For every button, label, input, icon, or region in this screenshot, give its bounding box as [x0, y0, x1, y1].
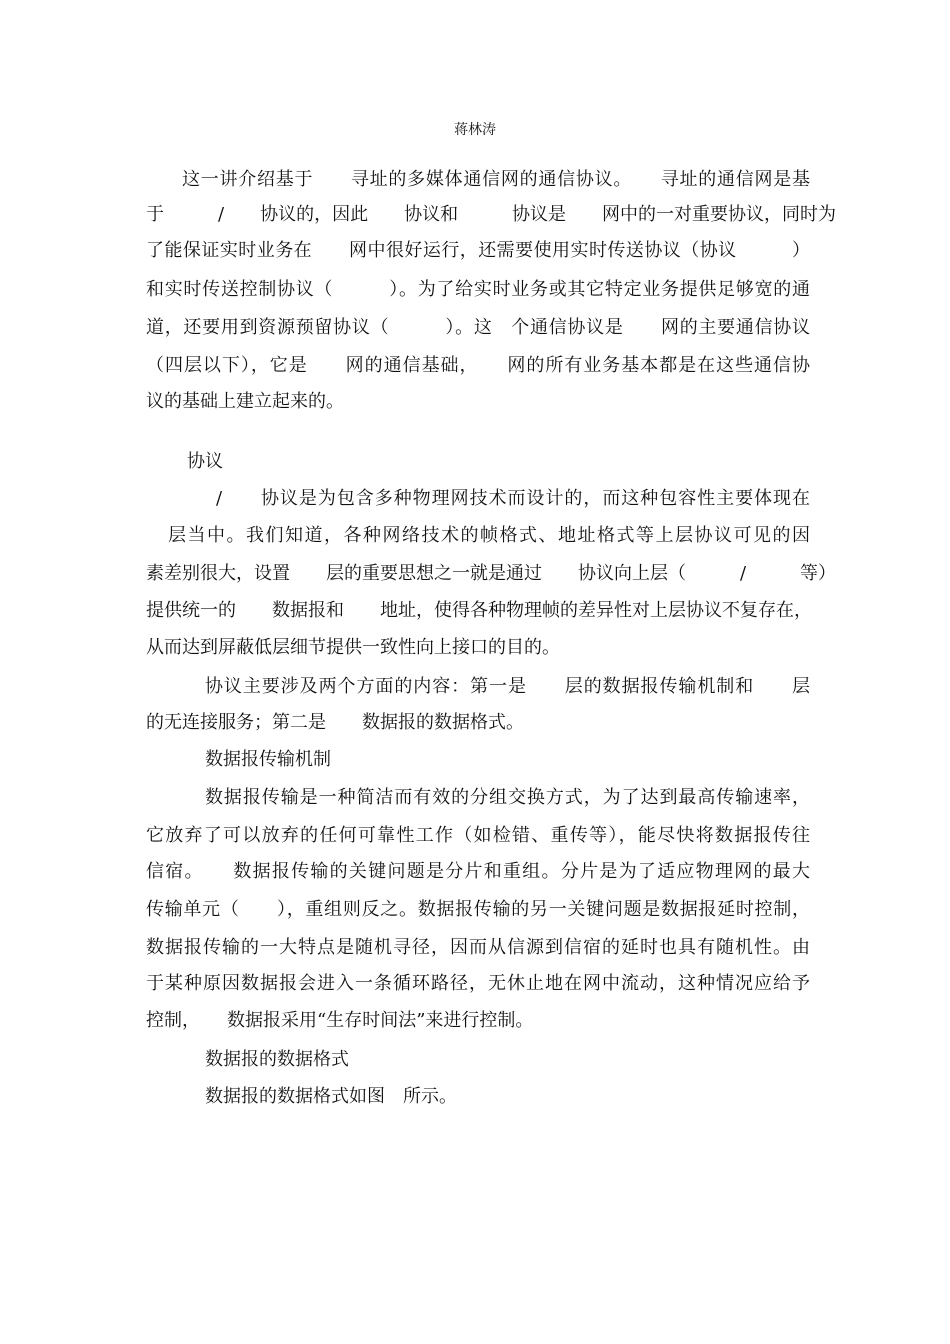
- paragraph-line: 素差别很大，设置 层的重要思想之一就是通过 协议向上层（ / 等）: [146, 563, 837, 584]
- subsection-heading: 数据报的数据格式: [205, 1049, 349, 1070]
- paragraph-line: 数据报传输是一种简洁而有效的分组交换方式，为了达到最高传输速率，: [205, 787, 810, 808]
- paragraph-line: 道，还要用到资源预留协议（ ）。这 个通信协议是 网的主要通信协议: [146, 317, 810, 338]
- paragraph-line: / 协议是为包含多种物理网技术而设计的，而这种包容性主要体现在: [216, 488, 810, 509]
- paragraph-line: 这一讲介绍基于 寻址的多媒体通信网的通信协议。 寻址的通信网是基: [182, 169, 810, 190]
- paragraph-line: 从而达到屏蔽低层细节提供一致性向上接口的目的。: [146, 637, 560, 658]
- subsection-heading: 数据报传输机制: [205, 749, 331, 770]
- paragraph-line: 协议主要涉及两个方面的内容：第一是 层的数据报传输机制和 层: [205, 676, 810, 697]
- author-name: 蒋林涛: [454, 122, 496, 138]
- section-heading: 协议: [187, 451, 223, 472]
- paragraph-line: 和实时传送控制协议（ ）。为了给实时业务或其它特定业务提供足够宽的通: [146, 279, 810, 300]
- paragraph-line: 数据报传输的一大特点是随机寻径，因而从信源到信宿的延时也具有随机性。由: [146, 937, 810, 958]
- paragraph-line: 控制， 数据报采用“生存时间法”来进行控制。: [146, 1010, 534, 1031]
- paragraph-line: 信宿。 数据报传输的关键问题是分片和重组。分片是为了适应物理网的最大: [146, 861, 810, 882]
- paragraph-line: 传输单元（ ），重组则反之。数据报传输的另一关键问题是数据报延时控制，: [146, 899, 810, 920]
- paragraph-line: 于某种原因数据报会进入一条循环路径，无休止地在网中流动，这种情况应给予: [146, 973, 810, 994]
- paragraph-line: 议的基础上建立起来的。: [146, 391, 344, 412]
- paragraph-line: 提供统一的 数据报和 地址，使得各种物理帧的差异性对上层协议不复存在，: [146, 600, 812, 621]
- paragraph-line: 数据报的数据格式如图 所示。: [205, 1086, 457, 1107]
- paragraph-line: 了能保证实时业务在 网中很好运行，还需要使用实时传送协议（协议 ）: [146, 240, 810, 261]
- paragraph-line: 的无连接服务；第二是 数据报的数据格式。: [146, 712, 524, 733]
- paragraph-line: 层当中。我们知道，各种网络技术的帧格式、地址格式等上层协议可见的因: [168, 525, 810, 546]
- paragraph-line: （四层以下），它是 网的通信基础， 网的所有业务基本都是在这些通信协: [146, 355, 810, 376]
- paragraph-line: 它放弃了可以放弃的任何可靠性工作（如检错、重传等），能尽快将数据报传往: [146, 825, 810, 846]
- paragraph-line: 于 / 协议的，因此 协议和 协议是 网中的一对重要协议，同时为: [146, 204, 837, 225]
